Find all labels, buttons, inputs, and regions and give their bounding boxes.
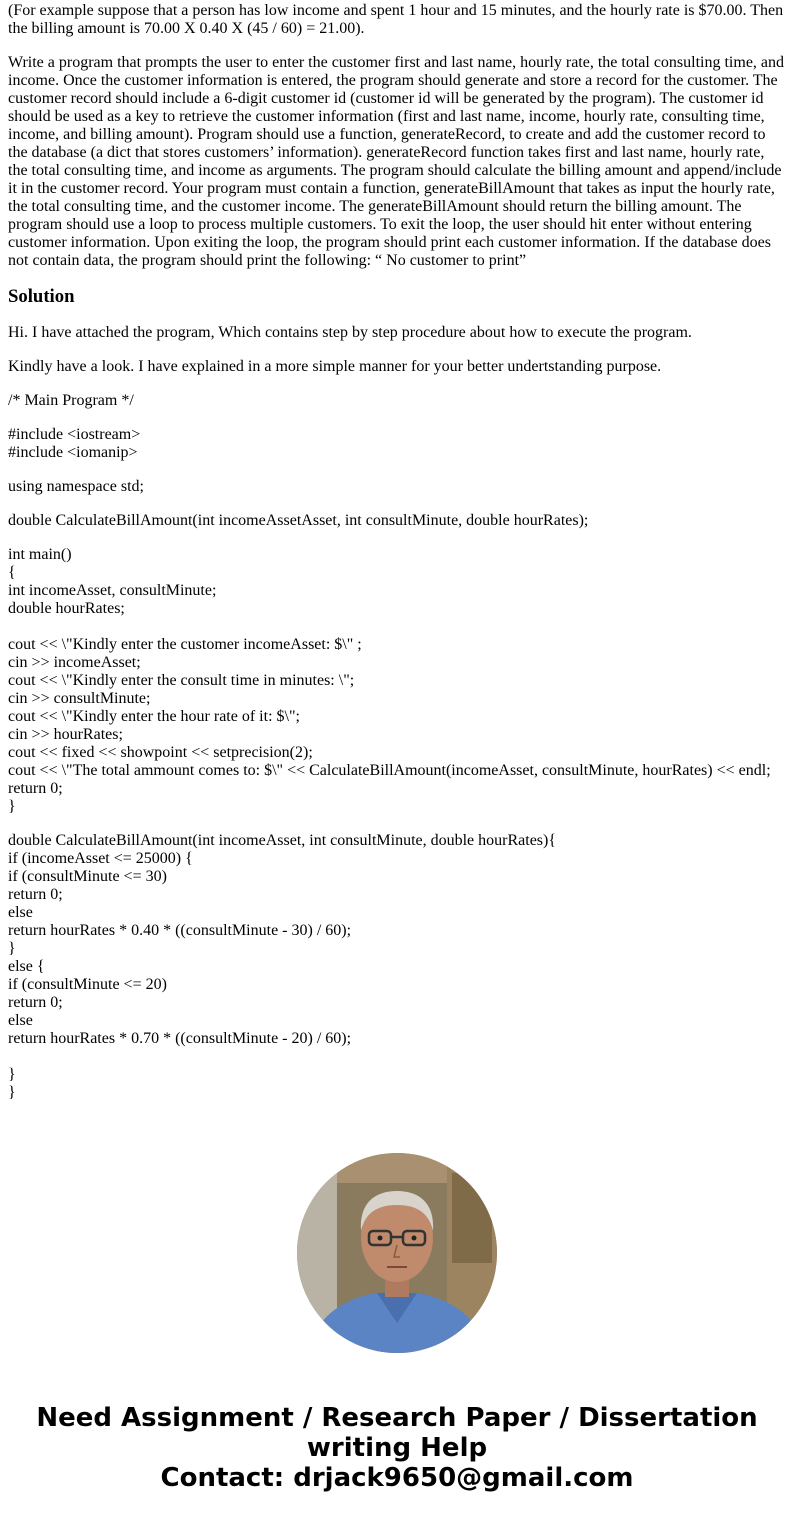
code-line: double CalculateBillAmount(int incomeAsset, int consultMinute, double hourRates){: [8, 832, 557, 849]
code-line: return hourRates * 0.40 * ((consultMinute - 30) / 60);: [8, 922, 352, 939]
code-line: cout << \"Kindly enter the hour rate of it: $\";: [8, 708, 300, 725]
code-listing: [8, 426, 786, 1102]
code-line: return 0;: [8, 886, 63, 903]
solution-heading: Solution: [8, 286, 75, 307]
code-line: cin >> hourRates;: [8, 726, 123, 743]
code-line: if (incomeAsset <= 25000) {: [8, 850, 193, 867]
code-line: else: [8, 904, 33, 921]
solution-intro-1: Hi. I have attached the program, Which contains step by step procedure about how to execute the program.: [8, 324, 692, 341]
banner-line-2: writing Help: [306, 1433, 488, 1463]
code-line: }: [8, 940, 16, 957]
code-line: cin >> incomeAsset;: [8, 654, 141, 671]
code-line: return 0;: [8, 780, 63, 797]
task-paragraph: Write a program that prompts the user to enter the customer first and last name, hourly rate, the total consulting time, and income. Once the customer information is entered, the program should generate and store a record for the customer. The customer record should include a 6-digit customer id (customer id will be generated by the program). The customer id should be used as a key to retrieve the customer information (first and last name, income, hourly rate, consulting time, income, and billing amount). Program should use a function, generateRecord, to create and add the customer record to the database (a dict that stores customers’ information). generateRecord function takes first and last name, hourly rate, the total consulting time, and income as arguments. The program should calculate the billing amount and append/include it in the customer record. Your program must contain a function, generateBillAmount that takes as input the hourly rate, the total consulting time, and the customer income. The generateBillAmount should return the billing amount. The program should use a loop to process multiple customers. To exit the loop, the user should hit enter without entering customer information. Upon exiting the loop, the program should print each customer information. If the database does not contain data, the program should print the following: “ No customer to print”: [8, 54, 785, 269]
code-line: [8, 1048, 786, 1066]
code-line: [8, 618, 786, 636]
code-line: if (consultMinute <= 30): [8, 868, 167, 885]
code-comment: /* Main Program */: [8, 392, 134, 409]
document-body: [8, 2, 786, 1118]
solution-intro-2: Kindly have a look. I have explained in a more simple manner for your better undertstanding purpose.: [8, 358, 662, 375]
intro-paragraph: (For example suppose that a person has low income and spent 1 hour and 15 minutes, and the hourly rate is $70.00. Then the billing amount is 70.00 X 0.40 X (45 / 60) = 21.00).: [8, 2, 784, 37]
code-line: return 0;: [8, 994, 63, 1011]
code-line: int incomeAsset, consultMinute;: [8, 582, 217, 599]
code-line: cout << \"Kindly enter the consult time in minutes: \";: [8, 672, 355, 689]
code-line: }: [8, 1066, 16, 1083]
code-line: return hourRates * 0.70 * ((consultMinute - 20) / 60);: [8, 1030, 352, 1047]
code-line: if (consultMinute <= 20): [8, 976, 167, 993]
code-block: [8, 426, 786, 462]
author-portrait-icon: [297, 1153, 497, 1353]
banner-contact: Contact: drjack9650@gmail.com: [160, 1463, 634, 1493]
code-block: [8, 546, 786, 816]
code-block: [8, 512, 786, 530]
code-line: using namespace std;: [8, 478, 144, 495]
code-line: {: [8, 564, 16, 581]
code-block: [8, 478, 786, 496]
code-line: double hourRates;: [8, 600, 125, 617]
code-line: cout << \"The total ammount comes to: $\" << CalculateBillAmount(incomeAsset, consultMinute, hourRates) << endl;: [8, 762, 771, 779]
code-line: cout << \"Kindly enter the customer incomeAsset: $\" ;: [8, 636, 362, 653]
code-line: cin >> consultMinute;: [8, 690, 151, 707]
code-line: int main(): [8, 546, 72, 563]
avatar: [297, 1153, 497, 1353]
code-line: cout << fixed << showpoint << setprecision(2);: [8, 744, 313, 761]
code-line: else: [8, 1012, 33, 1029]
code-line: }: [8, 1084, 16, 1101]
contact-banner: [0, 1403, 794, 1493]
code-line: #include <iostream>: [8, 426, 141, 443]
code-line: double CalculateBillAmount(int incomeAssetAsset, int consultMinute, double hourRates);: [8, 512, 589, 529]
banner-line-1: Need Assignment / Research Paper / Dissertation: [36, 1403, 758, 1433]
code-block: [8, 832, 786, 1102]
code-line: #include <iomanip>: [8, 444, 138, 461]
code-line: }: [8, 798, 16, 815]
code-line: else {: [8, 958, 45, 975]
